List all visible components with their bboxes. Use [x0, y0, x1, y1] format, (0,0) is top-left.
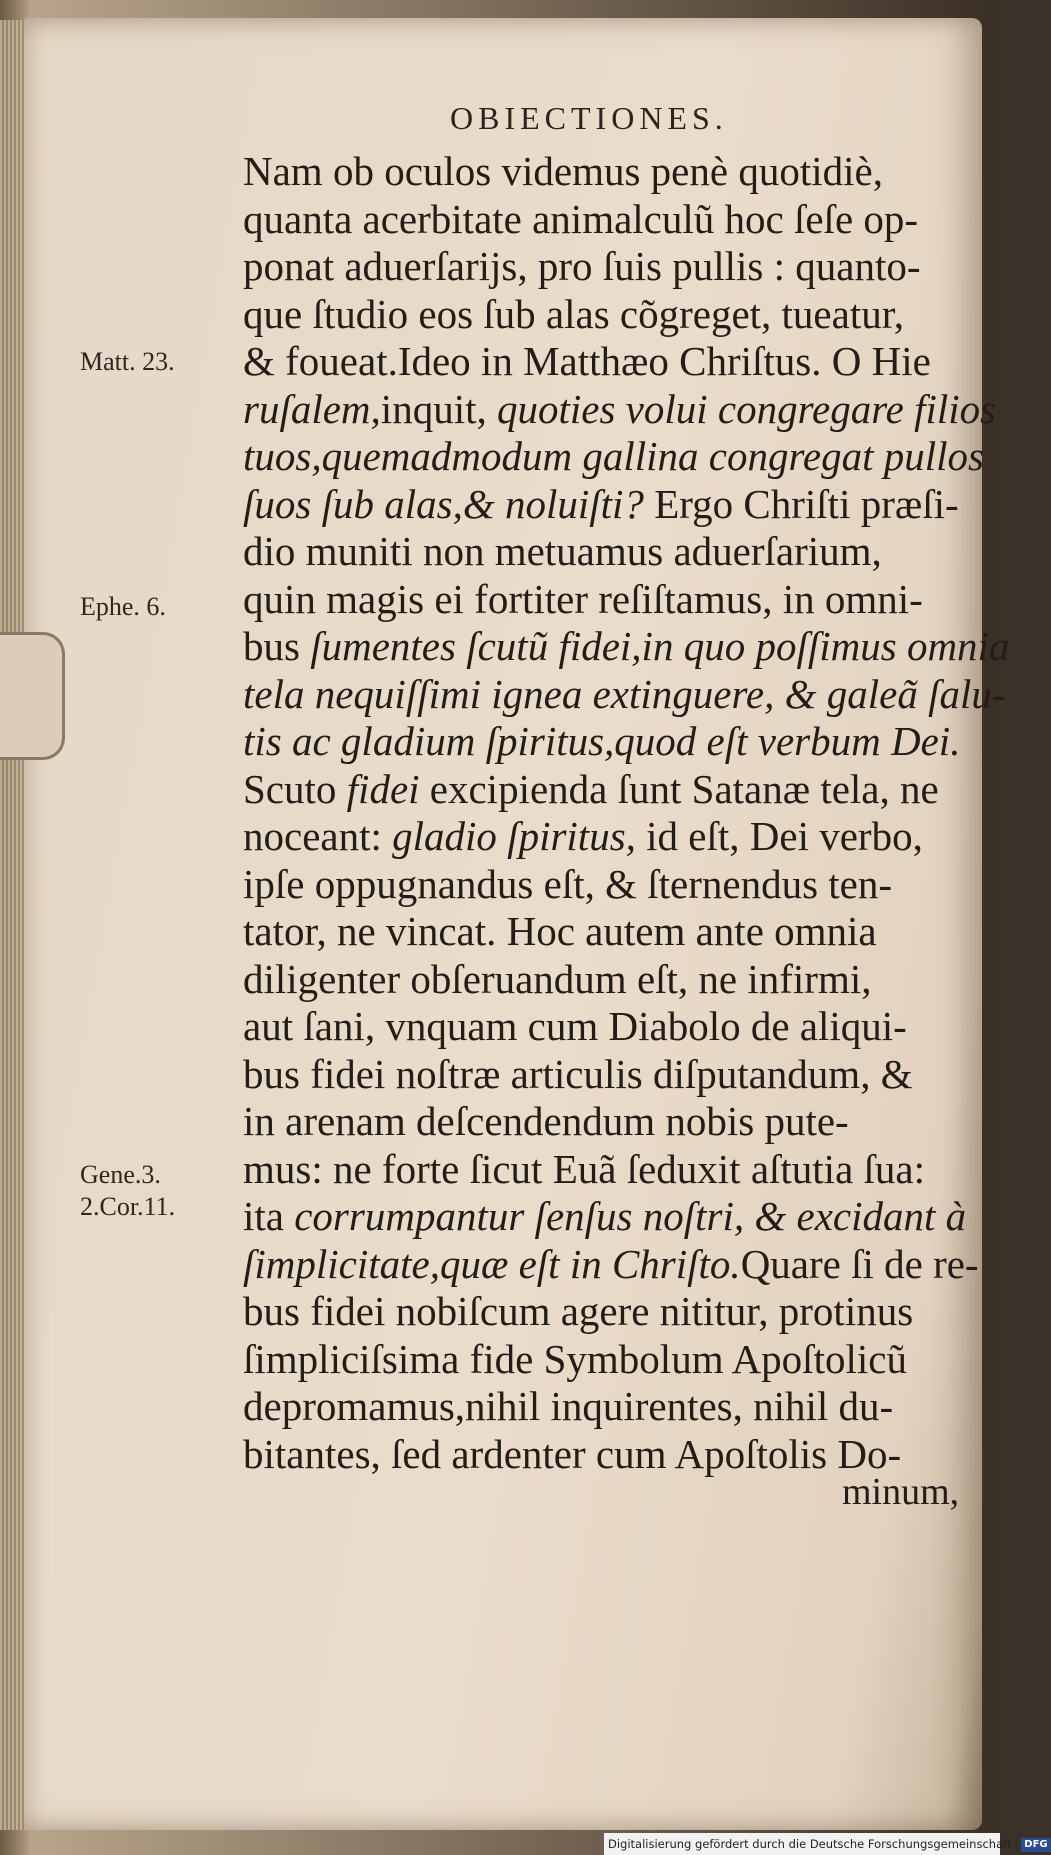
text-run: ſimpliciſsima fide Symbolum Apoſtolicũ: [243, 1335, 907, 1382]
text-run: ponat aduerſarijs, pro ſuis pullis : quanto-: [243, 243, 921, 289]
digitization-footer: [604, 1833, 1048, 1855]
margin-note-ephesians: Ephe. 6.: [80, 592, 166, 621]
text-line: [243, 813, 973, 861]
italic-run: ſuos ſub alas,& noluiſti?: [243, 480, 644, 527]
text-line: [243, 291, 973, 339]
footer-text: Digitalisierung gefördert durch die Deutsche Forschungsgemeinschaft -: [608, 1837, 1020, 1851]
text-line: [243, 1336, 973, 1384]
text-run: Ergo Chriſti præſi-: [643, 480, 959, 527]
margin-note-matthew: Matt. 23.: [80, 347, 175, 376]
text-line: [243, 1288, 973, 1336]
text-line: [243, 1146, 973, 1194]
italic-run: corrumpantur ſenſus noſtri, & excidant à: [294, 1193, 967, 1239]
text-run: bitantes, ſed ardenter cum Apoſtolis Do-: [243, 1430, 902, 1477]
body-text: [243, 148, 1010, 1478]
text-line: [243, 481, 973, 529]
text-line: [243, 338, 973, 386]
text-run: diligenter obſeruandum eſt, ne infirmi,: [243, 955, 872, 1002]
text-run: excipienda ſunt Satanæ tela, ne: [419, 765, 939, 812]
italic-run: ſumentes ſcutũ fidei,in quo poſſimus omnia: [310, 623, 1010, 669]
text-line: [243, 956, 973, 1004]
text-line: [243, 1240, 979, 1289]
italic-run: tela nequiſſimi ignea extinguere, & galeã ſalu-: [243, 670, 1006, 717]
text-line: [243, 766, 973, 814]
italic-run: gladio ſpiritus,: [392, 813, 636, 859]
text-line: [243, 576, 973, 624]
text-run: que ſtudio eos ſub alas cõgreget, tueatur,: [243, 290, 904, 337]
text-run: bus fidei noſtræ articulis diſputandum, &: [243, 1050, 913, 1097]
text-line: [243, 196, 973, 244]
text-run: quanta acerbitate animalculũ hoc ſeſe op-: [243, 195, 919, 242]
italic-run: ruſalem,: [243, 385, 381, 432]
text-line: [243, 670, 1006, 719]
text-line: [243, 243, 973, 291]
text-run: ipſe oppugnandus eſt, & ſternendus ten-: [243, 860, 893, 907]
text-line: [243, 1383, 973, 1431]
text-run: bus: [243, 623, 311, 669]
text-run: mus: ne forte ſicut Euã ſeduxit aſtutia ſua:: [243, 1145, 926, 1192]
text-line: [243, 433, 985, 481]
text-line: [243, 385, 997, 434]
dfg-logo: DFG: [1021, 1838, 1050, 1852]
text-line: [243, 861, 973, 909]
text-run: Scuto: [243, 765, 347, 812]
text-run: Quare ſi de re-: [740, 1240, 979, 1287]
italic-run: ſimplicitate,quæ eſt in Chriſto.: [243, 1240, 741, 1287]
margin-note-corinthians: 2.Cor.11.: [80, 1192, 176, 1221]
italic-run: tuos,quemadmodum gallina congregat pullos: [243, 433, 985, 479]
text-line: [243, 623, 1010, 671]
text-run: ita: [243, 1193, 295, 1239]
text-run: tator, ne vincat. Hoc autem ante omnia: [243, 908, 877, 954]
text-run: noceant:: [243, 813, 393, 859]
text-run: bus fidei nobiſcum agere nititur, protinus: [243, 1288, 914, 1334]
text-line: [243, 718, 973, 766]
text-run: aut ſani, vnquam cum Diabolo de aliqui-: [243, 1003, 907, 1049]
text-line: [243, 1003, 973, 1051]
text-run: & foueat.Ideo in Matthæo Chriſtus. O Hie: [243, 338, 931, 384]
text-line: [243, 1098, 973, 1146]
text-line: [243, 1193, 973, 1241]
margin-note-genesis: Gene.3.: [80, 1160, 161, 1189]
text-line: [243, 908, 973, 956]
text-run: dio muniti non metuamus aduerſarium,: [243, 528, 882, 574]
running-header: OBIECTIONES.: [450, 100, 728, 136]
italic-run: fidei: [346, 765, 420, 812]
text-run: in arenam deſcendendum nobis pute-: [243, 1098, 849, 1144]
text-line: [243, 528, 973, 576]
text-run: quin magis ei fortiter reſiſtamus, in omni-: [243, 575, 923, 622]
text-line: [243, 148, 973, 196]
bookmark-tab: [0, 632, 65, 760]
text-line: [243, 1051, 973, 1099]
text-run: id eſt, Dei verbo,: [635, 813, 923, 859]
italic-run: tis ac gladium ſpiritus,quod eſt verbum Dei.: [243, 718, 961, 764]
italic-run: quoties volui congregare filios: [496, 385, 997, 432]
text-run: depromamus,nihil inquirentes, nihil du-: [243, 1383, 894, 1429]
catchword: minum,: [842, 1471, 960, 1513]
text-run: Nam ob oculos videmus penè quotidiè,: [243, 148, 883, 194]
text-run: inquit,: [380, 385, 497, 432]
